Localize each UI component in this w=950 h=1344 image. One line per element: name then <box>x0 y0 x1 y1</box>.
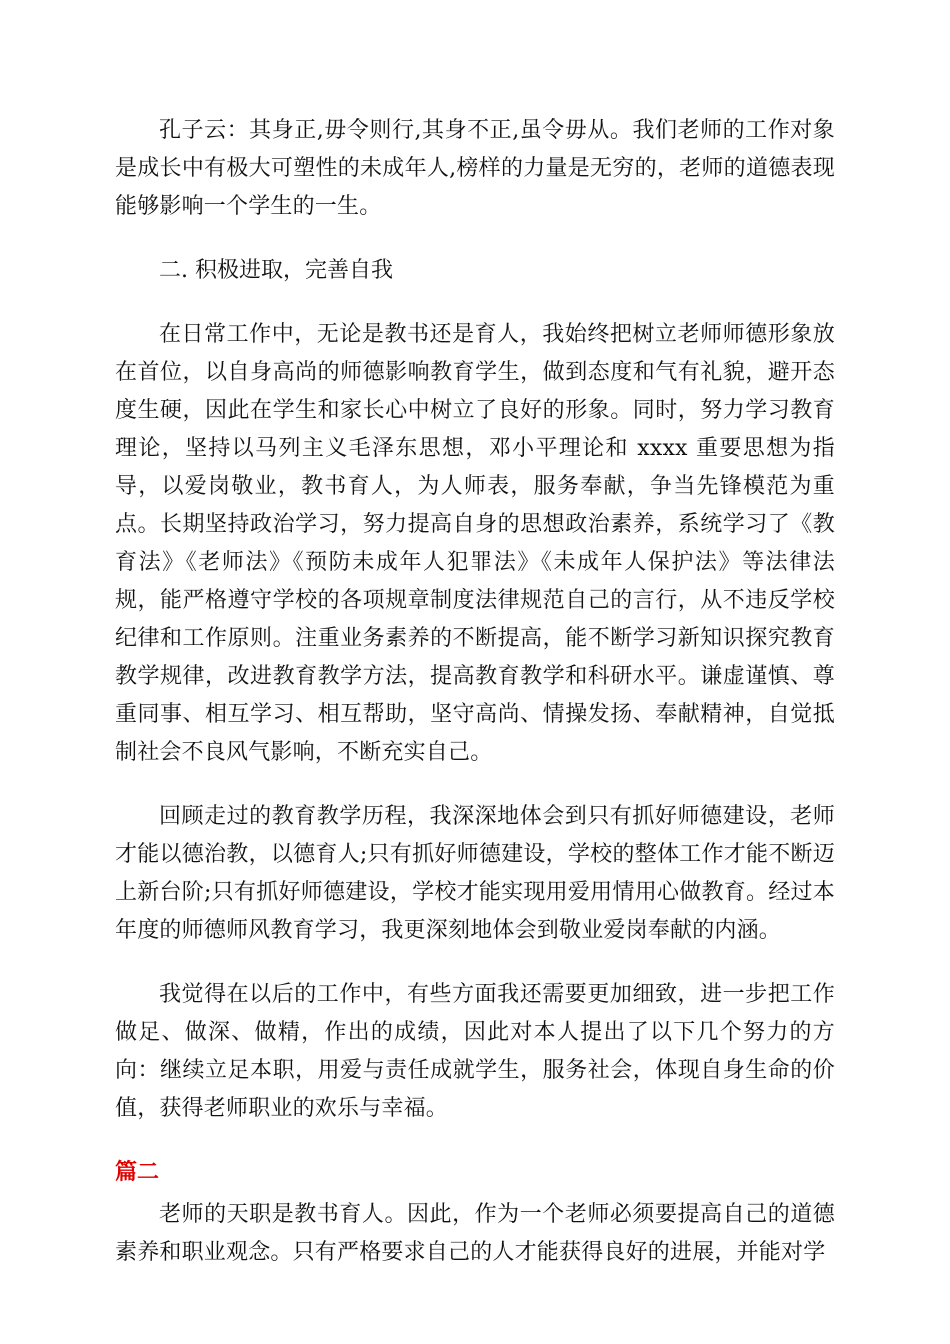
paragraph-section-two-intro: 老师的天职是教书育人。因此，作为一个老师必须要提高自己的道德素养和职业观念。只有严格要求自己的人才能获得良好的进展，并能对学 <box>115 1202 835 1265</box>
document-page <box>115 112 835 1272</box>
paragraph-future-direction: 我觉得在以后的工作中，有些方面我还需要更加细致，进一步把工作做足、做深、做精，作出的成绩，因此对本人提出了以下几个努力的方向：继续立足本职，用爱与责任成就学生，服务社会，体现自身生命的价值，获得老师职业的欢乐与幸福。 <box>115 982 835 1121</box>
paragraph-confucius-quote: 孔子云：其身正,毋令则行,其身不正,虽令毋从。我们老师的工作对象是成长中有极大可塑性的未成年人,榜样的力量是无穷的，老师的道德表现能够影响一个学生的一生。 <box>115 118 835 219</box>
section-title: 篇二 <box>115 1160 160 1185</box>
paragraph-review: 回顾走过的教育教学历程，我深深地体会到只有抓好师德建设，老师才能以德治教，以德育人;只有抓好师德建设，学校的整体工作才能不断迈上新台阶;只有抓好师德建设，学校才能实现用爱用情用心做教育。经过本年度的师德师风教育学习，我更深刻地体会到敬业爱岗奉献的内涵。 <box>115 804 835 943</box>
paragraph-daily-work: 在日常工作中，无论是教书还是育人，我始终把树立老师师德形象放在首位，以自身高尚的师德影响教育学生，做到态度和气有礼貌，避开态度生硬，因此在学生和家长心中树立了良好的形象。同时，努力学习教育理论，坚持以马列主义毛泽东思想，邓小平理论和 xxxx 重要思想为指导，以爱岗敬业，教书育人，为人师表，服务奉献，争当先锋模范为重点。长期坚持政治学习，努力提高自身的思想政治素养，系统学习了《教育法》《老师法》《预防未成年人犯罪法》《未成年人保护法》等法律法规，能严格遵守学校的各项规章制度法律规范自己的言行，从不违反学校纪律和工作原则。注重业务素养的不断提高，能不断学习新知识探究教育教学规律，改进教育教学方法，提高教育教学和科研水平。谦虚谨慎、尊重同事、相互学习、相互帮助，坚守高尚、情操发扬、奉献精神，自觉抵制社会不良风气影响，不断充实自己。 <box>115 322 835 765</box>
subheading-self-improvement: 二. 积极进取，完善自我 <box>159 258 393 283</box>
